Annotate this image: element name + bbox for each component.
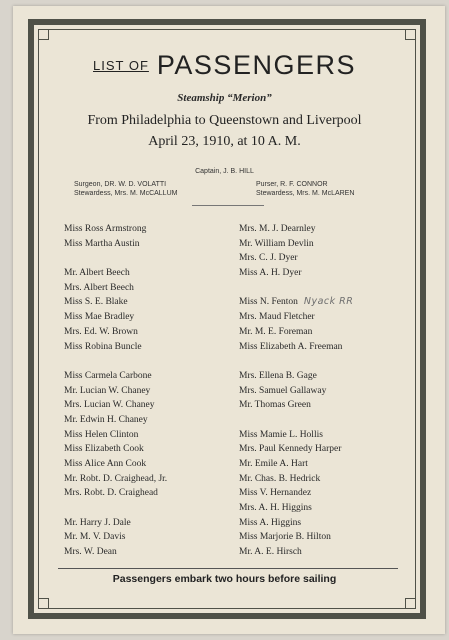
passenger-name: Mrs. Maud Fletcher [239, 312, 315, 323]
passenger-entry [239, 545, 353, 560]
passenger-entry [64, 281, 167, 296]
passenger-name: Miss V. Hernandez [239, 488, 312, 499]
passenger-entry [239, 472, 353, 487]
passenger-entry [239, 310, 353, 325]
passenger-name: Miss N. Fenton [239, 297, 298, 308]
passenger-entry [239, 340, 353, 355]
sailing-date: April 23, 1910, at 10 A. M. [148, 134, 301, 149]
group-spacer [239, 354, 353, 369]
passenger-entry [64, 413, 167, 428]
passenger-name: Miss Marjorie B. Hilton [239, 532, 331, 543]
passenger-entry [64, 369, 167, 384]
passenger-name: Miss A. Higgins [239, 517, 302, 528]
passenger-name: Miss S. E. Blake [64, 297, 128, 308]
passenger-name: Miss Elizabeth A. Freeman [239, 341, 343, 352]
corner-ornament [405, 29, 416, 40]
document-title [0, 50, 449, 81]
passenger-entry [239, 222, 353, 237]
passenger-entry [64, 457, 167, 472]
stewardess-left: Stewardess, Mrs. M. McCALLUM [74, 190, 178, 197]
group-spacer [64, 354, 167, 369]
passenger-name: Mr. Harry J. Dale [64, 517, 131, 528]
passenger-entry [239, 501, 353, 516]
passenger-name: Mrs. Paul Kennedy Harper [239, 444, 342, 455]
title-main: PASSENGERS [156, 50, 356, 80]
passenger-name: Miss Helen Clinton [64, 429, 139, 440]
passenger-name: Mr. M. V. Davis [64, 532, 126, 543]
passenger-entry [239, 266, 353, 281]
passenger-name: Mr. William Devlin [239, 238, 314, 249]
corner-ornament [38, 29, 49, 40]
passenger-entry [64, 384, 167, 399]
group-spacer [239, 281, 353, 296]
passenger-name: Mrs. Ellena B. Gage [239, 370, 317, 381]
handwritten-note: Nyack RR [303, 296, 354, 308]
passenger-name: Miss Ross Armstrong [64, 224, 147, 234]
footer-rule [58, 568, 398, 569]
passenger-entry [239, 325, 353, 340]
passenger-entry [64, 266, 167, 281]
passenger-entry [64, 530, 167, 545]
passenger-name: Mrs. A. H. Higgins [239, 503, 312, 514]
passenger-name: Mrs. Albert Beech [64, 282, 134, 293]
surgeon: Surgeon, DR. W. D. VOLATTI [74, 181, 167, 188]
passenger-column-right [239, 222, 353, 560]
passenger-entry [239, 237, 353, 252]
passenger-entry [64, 310, 167, 325]
passenger-name: Miss Robina Buncle [64, 341, 142, 352]
corner-ornament [405, 598, 416, 609]
passenger-entry [239, 251, 353, 266]
divider [192, 205, 264, 206]
passenger-name: Miss Mamie L. Hollis [239, 429, 323, 440]
passenger-name: Miss A. H. Dyer [239, 268, 302, 279]
passenger-name: Mr. A. E. Hirsch [239, 547, 302, 558]
passenger-name: Mr. Chas. B. Hedrick [239, 473, 321, 484]
passenger-name: Mr. Robt. D. Craighead, Jr. [64, 473, 168, 484]
passenger-name: Mrs. Robt. D. Craighead [64, 488, 158, 499]
passenger-entry [64, 516, 167, 531]
passenger-entry [64, 442, 167, 457]
passenger-name: Miss Elizabeth Cook [64, 444, 144, 455]
group-spacer [64, 251, 167, 266]
stewardess-right: Stewardess, Mrs. M. McLAREN [256, 190, 355, 197]
passenger-entry [64, 486, 167, 501]
passenger-name: Mr. Edwin H. Chaney [64, 414, 148, 425]
passenger-name: Mr. Emile A. Hart [239, 459, 308, 469]
passenger-entry [239, 384, 353, 399]
ship-name: Steamship “Merion” [177, 92, 272, 104]
passenger-entry [64, 325, 167, 340]
title-prefix: LIST OF [93, 58, 149, 73]
passenger-name: Miss Martha Austin [64, 238, 140, 249]
passenger-name: Mrs. C. J. Dyer [239, 253, 298, 264]
passenger-name: Mr. Albert Beech [64, 268, 130, 279]
group-spacer [64, 501, 167, 516]
passenger-name: Mrs. W. Dean [64, 547, 117, 558]
footer-note: Passengers embark two hours before sailing [112, 573, 337, 585]
passenger-name: Mrs. Samuel Gallaway [239, 385, 327, 396]
passenger-name: Mrs. M. J. Dearnley [239, 224, 316, 234]
passenger-entry [239, 369, 353, 384]
corner-ornament [38, 598, 49, 609]
passenger-entry [239, 428, 353, 443]
passenger-name: Mrs. Ed. W. Brown [64, 326, 138, 337]
passenger-entry [64, 428, 167, 443]
passenger-entry [239, 530, 353, 545]
passenger-name: Mr. Lucian W. Chaney [64, 385, 151, 396]
captain: Captain, J. B. HILL [195, 168, 254, 175]
passenger-entry [64, 398, 167, 413]
passenger-name: Miss Mae Bradley [64, 312, 135, 323]
passenger-entry [64, 295, 167, 310]
passenger-entry [239, 442, 353, 457]
passenger-entry [239, 516, 353, 531]
passenger-entry [64, 237, 167, 252]
passenger-entry [239, 295, 353, 310]
route: From Philadelphia to Queenstown and Liverpool [87, 113, 362, 128]
passenger-name: Miss Alice Ann Cook [64, 459, 147, 469]
passenger-entry [239, 486, 353, 501]
passenger-entry [239, 457, 353, 472]
passenger-entry [239, 398, 353, 413]
passenger-entry [64, 340, 167, 355]
passenger-name: Mr. M. E. Foreman [239, 326, 313, 337]
passenger-name: Miss Carmela Carbone [64, 370, 152, 381]
passenger-column-left [64, 222, 167, 560]
passenger-name: Mrs. Lucian W. Chaney [64, 400, 155, 411]
passenger-name: Mr. Thomas Green [239, 400, 311, 411]
passenger-entry [64, 222, 167, 237]
purser: Purser, R. F. CONNOR [256, 181, 328, 188]
group-spacer [239, 413, 353, 428]
passenger-entry [64, 472, 167, 487]
passenger-entry [64, 545, 167, 560]
